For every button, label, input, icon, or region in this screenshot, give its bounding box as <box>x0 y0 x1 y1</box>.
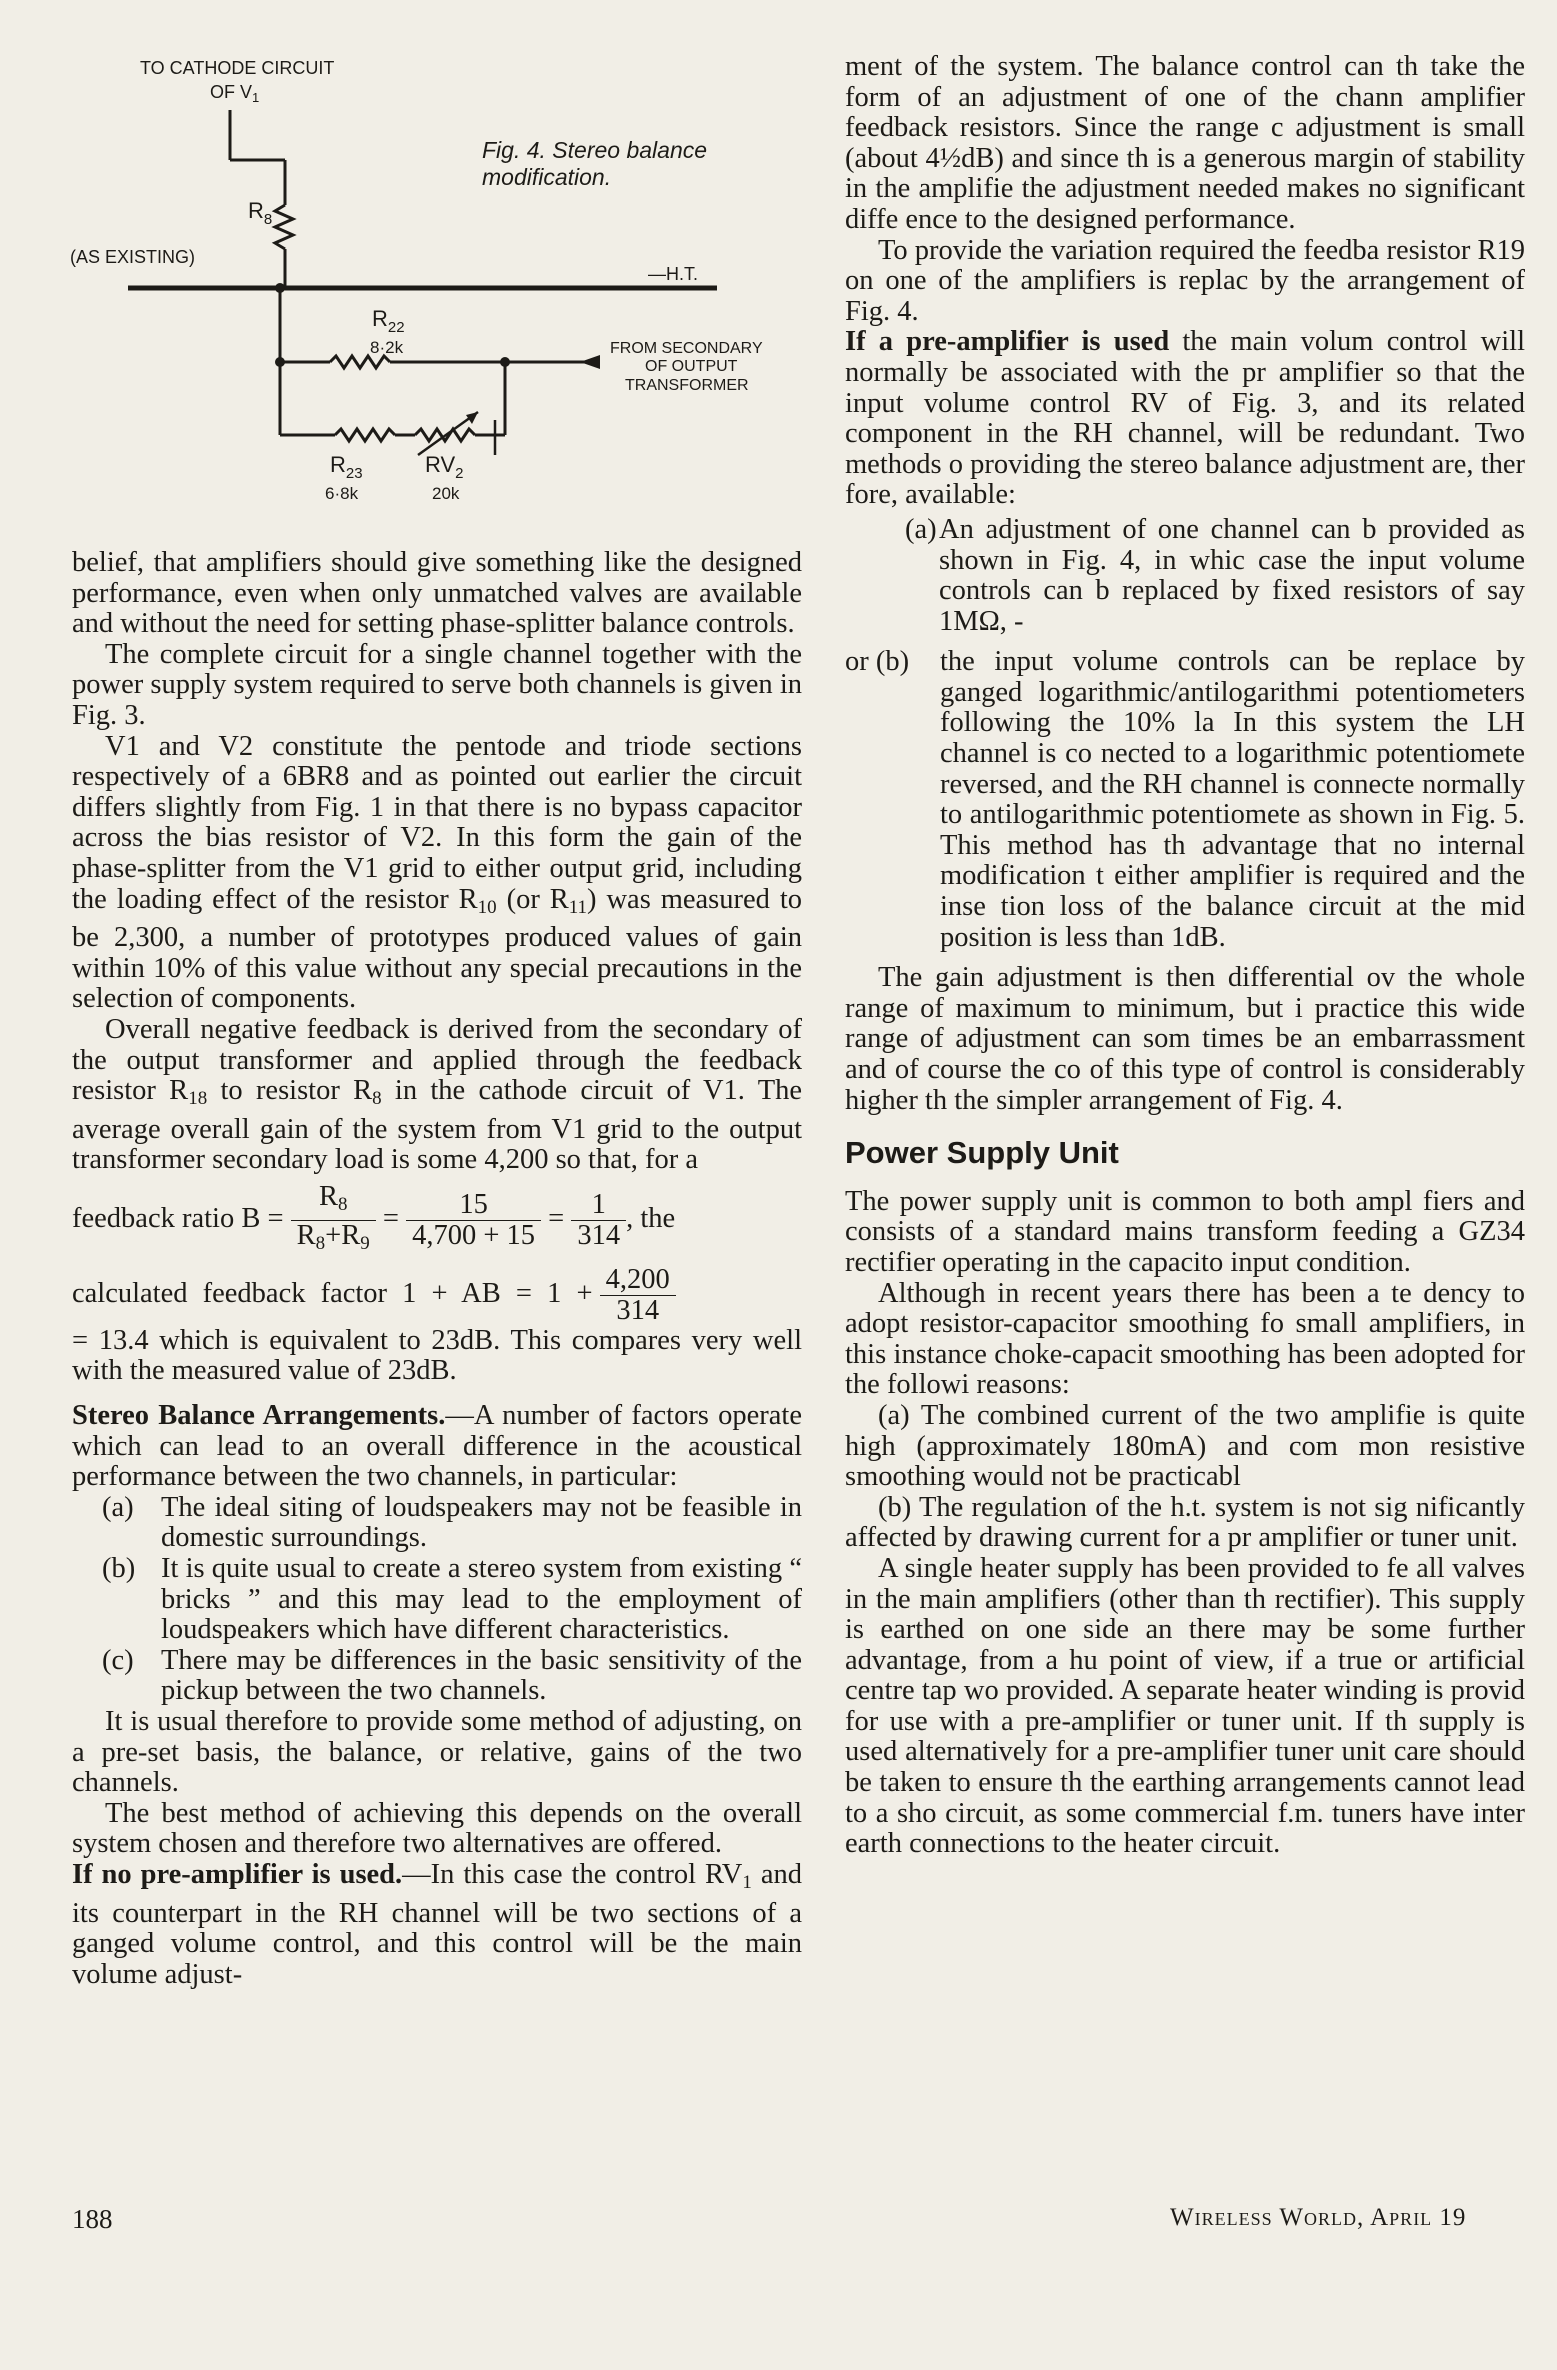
figure-4-circuit-diagram <box>0 0 800 540</box>
paragraph: If no pre-amplifier is used.—In this case the control $RV_1$ and its counterpart in the RH channel will be two sections of a ganged volume control, and this control will be the main volume adjust- <box>72 1858 803 1990</box>
paragraph: The power supply unit is common to both ampl fiers and consists of a standard mains transform feeding a GZ34 rectifier operating in the capacito input condition. <box>845 1185 1525 1278</box>
left-column <box>72 548 802 1990</box>
junction-r22 <box>275 357 285 367</box>
resistor-r22 <box>330 356 390 368</box>
label-as-existing: (AS EXISTING) <box>70 247 196 267</box>
label-r8: R <box>248 198 264 223</box>
run-in-heading: If no pre-amplifier is used. <box>72 1858 403 1890</box>
label-from-secondary-3: TRANSFORMER <box>625 377 749 394</box>
label-to-cathode: TO CATHODE CIRCUIT <box>140 58 335 78</box>
svg-text:RV2: $RV_2$ <box>425 452 464 482</box>
journal-footer: Wireless World, April 19 <box>1170 2204 1467 2231</box>
page-number: 188 <box>72 2204 113 2234</box>
equation-feedback-ratio: feedback ratio B = $\frac{R_8}{R_8+R_9}$ = $\frac{15}{4,700 + 15}$ = $\frac{1}{314}$ , the <box>72 1180 676 1254</box>
paragraph: The complete circuit for a single channel together with the power supply system required to serve both channels is given in Fig. 3. <box>72 638 802 731</box>
list-item: (a) The ideal siting of loudspeakers may not be feasible in domestic surroundings. <box>102 1491 802 1554</box>
label-rv2: RV <box>425 452 456 477</box>
svg-text:R22: $R_{22}$ <box>372 306 405 336</box>
label-from-secondary-1: FROM SECONDARY <box>610 340 763 357</box>
equation-feedback-factor: calculated feedback factor 1 + AB = 1 + $\frac{4,200}{314}$ <box>72 1265 802 1326</box>
label-rv2-value: 20k <box>432 484 460 503</box>
paragraph: = 13.4 which is equivalent to 23dB. This compares very well with the measured value of 23dB. <box>72 1324 802 1387</box>
list-item: (c) There may be differences in the basic sensitivity of the pickup between the two channels. <box>102 1644 802 1707</box>
label-ht: —H.T. <box>648 264 699 284</box>
paragraph: V1 and V2 constitute the pentode and triode sections respectively of a 6BR8 and as pointed out earlier the circuit differs slightly from Fig. 1 in that there is no bypass capacitor across the bias resistor of V2. In this form the gain of the phase-splitter from the V1 grid to either output grid, including the loading effect of the resistor $R_{10}$ (or $R_{11}$) was measured to be 2,300, a number of prototypes produced values of gain within 10% of this value without any special precautions in the selection of components. <box>72 730 802 1015</box>
paragraph: A single heater supply has been provided to fe all valves in the main amplifiers (other than th rectifier). This supply is earthed on one side an there may be some further advantage, from a hu point of view, if a true or artificial centre tap wo provided. A separate heater winding is provid for use with a pre-amplifier or tuner unit. If th supply is used alternatively for a pre-amplifier tuner unit care should be taken to ensure th the earthing arrangements cannot lead to a sho circuit, as some commercial f.m. tuners have inter earth connections to the heater circuit. <box>845 1552 1525 1860</box>
right-column <box>845 52 1525 1860</box>
paragraph: Overall negative feedback is derived from the secondary of the output transformer and applied through the feedback resistor $R_{18}$ to resistor $R_8$ in the cathode circuit of V1. The average overall gain of the system from V1 grid to the output transformer secondary load is some 4,200 so that, for a <box>72 1013 803 1176</box>
paragraph: The gain adjustment is then differential ov the whole range of maximum to minimum, but i practice this wide range of adjustment can som times be an embarrassment and of course the co of this type of control is considerably higher th the simpler arrangement of Fig. 4. <box>845 962 1525 1116</box>
run-in-heading: Stereo Balance Arrangements. <box>72 1400 446 1432</box>
section-heading: Power Supply Unit <box>845 1135 1119 1171</box>
run-in-heading: If a pre-amplifier is used <box>845 326 1170 358</box>
label-r22: R <box>372 306 388 331</box>
label-from-secondary-2: OF OUTPUT <box>645 358 738 375</box>
resistor-r23 <box>335 429 395 441</box>
paragraph: If a pre-amplifier is used the main volum control will normally be associated with the pr amplifier so that the input volume control RV of Fig. 3, and its related component in the RH channel, will be redundant. Two methods o providing the stereo balance adjustment are, ther fore, available: <box>845 326 1525 511</box>
paragraph: To provide the variation required the feedba resistor R19 on one of the amplifiers is replac by the arrangement of Fig. 4. <box>845 234 1525 327</box>
label-r22-value: 8·2k <box>370 338 404 357</box>
svg-text:OF V1: OF $V_1$ <box>210 82 260 105</box>
list-item: or (b) the input volume controls can be replace by ganged logarithmic/antilogarithmi potentiometers following the 10% la In this system the LH channel is co nected to a logarithmic potentiomete reversed, and the RH channel is connecte normally to antilogarithmic potentiomete as shown in Fig. 5. This method has th advantage that no internal modification t either amplifier is required and the inse tion loss of the balance circuit at the mid position is less than 1dB. <box>845 646 1525 953</box>
paragraph: ment of the system. The balance control can th take the form of an adjustment of one of the chann amplifier feedback resistors. Since the range c adjustment is small (about 4½dB) and since th is a generous margin of stability in the amplifie the adjustment needed makes no significant diffe ence to the designed performance. <box>845 51 1525 235</box>
list-item: (b) It is quite usual to create a stereo system from existing “ bricks ” and this may lead to the employment of loudspeakers which have different characteristics. <box>102 1553 802 1646</box>
label-r23: R <box>330 452 346 477</box>
svg-text:R8: $R_8$ <box>248 198 273 228</box>
paragraph: (a) The combined current of the two amplifie is quite high (approximately 180mA) and com mon resistive smoothing would not be practicabl <box>845 1399 1525 1493</box>
label-r23-value: 6·8k <box>325 484 359 503</box>
junction-right <box>500 357 510 367</box>
label-of-v1: OF V <box>210 82 253 102</box>
paragraph: Stereo Balance Arrangements.—A number of factors operate which can lead to an overall difference in the acoustical performance between the two channels, in particular: <box>72 1400 802 1493</box>
figure-caption: Fig. 4. Stereo balance modification. <box>482 137 708 190</box>
paragraph: It is usual therefore to provide some method of adjusting, on a pre-set basis, the balance, or relative, gains of the two channels. <box>72 1706 802 1799</box>
paragraph: (b) The regulation of the h.t. system is not sig nificantly affected by drawing current for a pr amplifier or tuner unit. <box>845 1491 1525 1554</box>
junction-rail <box>275 283 285 293</box>
list-item: (a) An adjustment of one channel can b provided as shown in Fig. 4, in whic case the input volume controls can b replaced by fixed resistors of say 1MΩ, - <box>905 513 1525 637</box>
paragraph: The best method of achieving this depends on the overall system chosen and therefore two alternatives are offered. <box>72 1797 802 1860</box>
arrow-icon <box>580 355 600 369</box>
svg-text:R23: $R_{23}$ <box>330 452 363 482</box>
paragraph: Although in recent years there has been a te dency to adopt resistor-capacitor smoothing fo small amplifiers, in this instance choke-capacit smoothing has been adopted for the followi reasons: <box>845 1277 1525 1401</box>
resistor-r8 <box>275 205 293 249</box>
paragraph: belief, that amplifiers should give something like the designed performance, even when only unmatched valves are available and without the need for setting phase-splitter balance controls. <box>72 547 802 640</box>
